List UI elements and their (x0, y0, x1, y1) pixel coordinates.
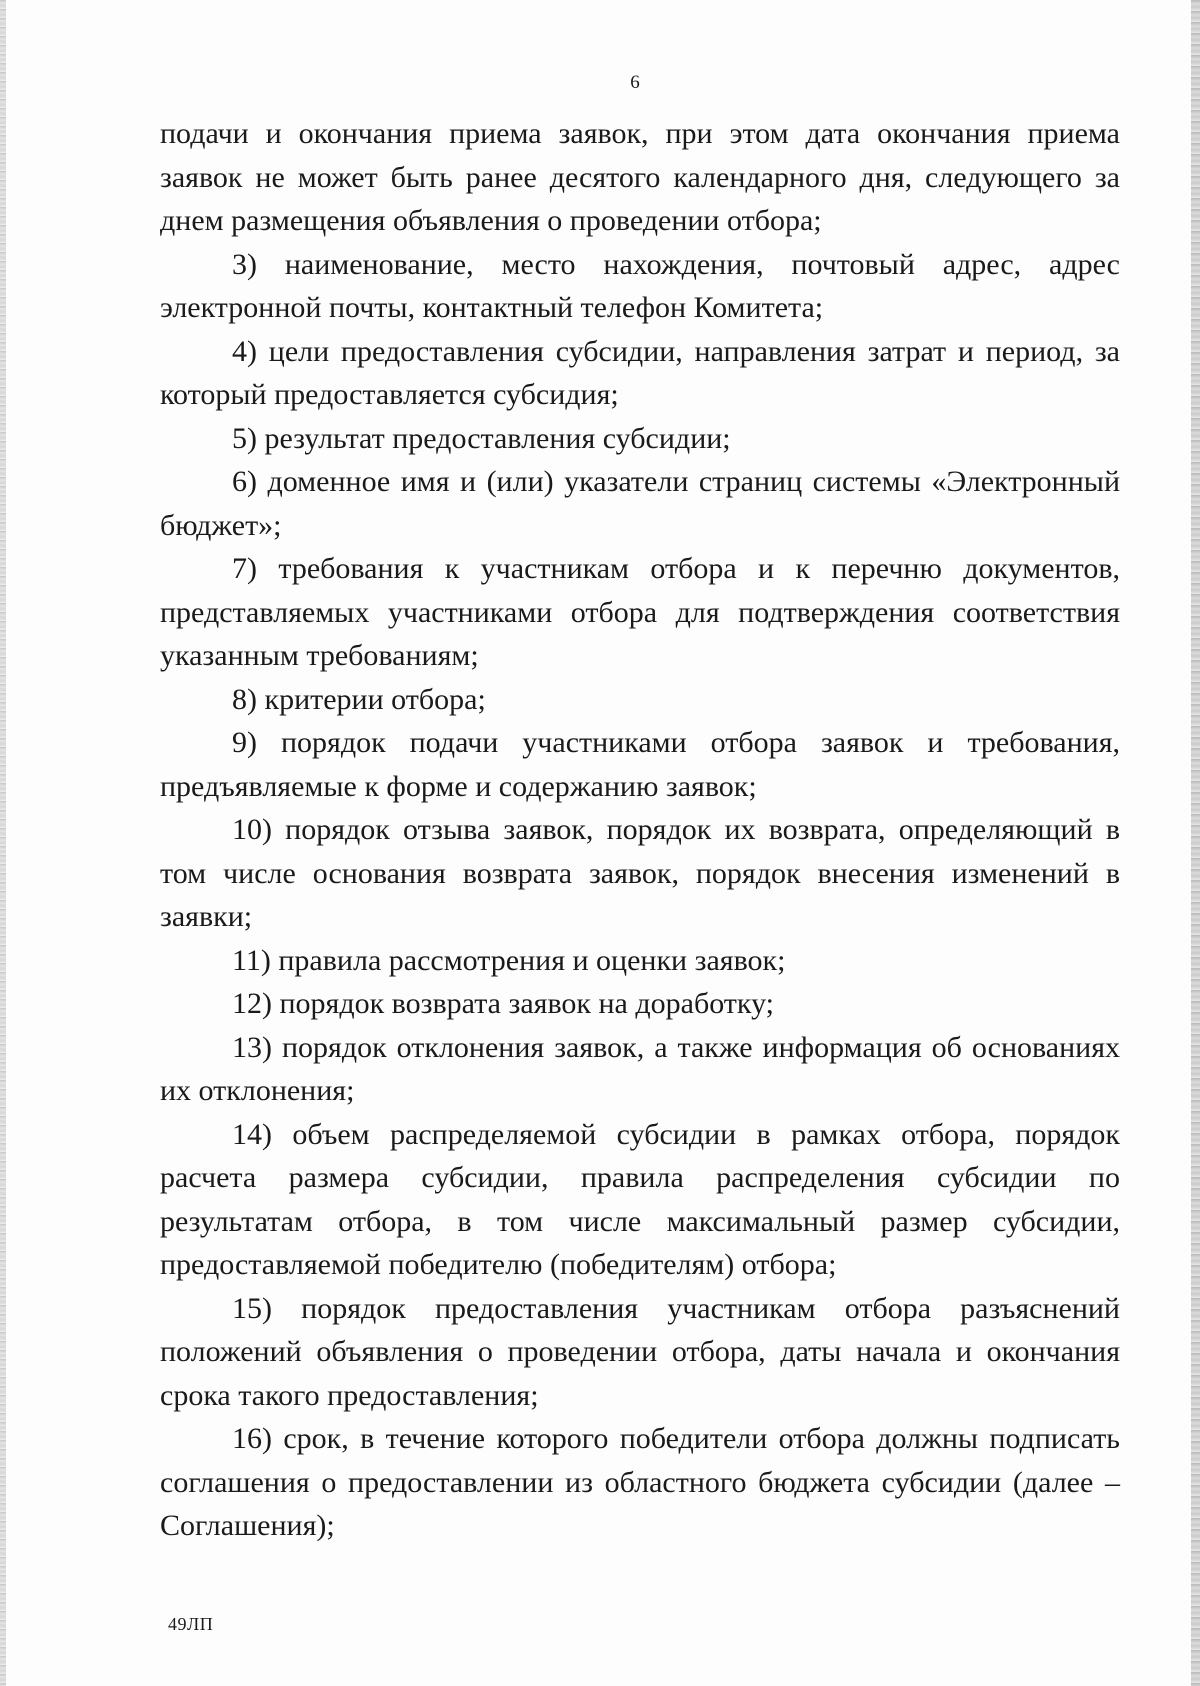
scan-right-edge (1191, 0, 1200, 1686)
list-item-10: 10) порядок отзыва заявок, порядок их возврата, определяющий в том числе основания возврата заявок, порядок внесения изменений в заявки; (160, 813, 1120, 933)
list-item-11: 11) правила рассмотрения и оценки заявок; (232, 943, 786, 977)
list-item-12: 12) порядок возврата заявок на доработку; (232, 987, 775, 1020)
list-item-4: 4) цели предоставления субсидии, направления затрат и период, за который предоставляется субсидия; (160, 334, 1120, 411)
list-item-5: 5) результат предоставления субсидии; (232, 421, 731, 455)
list-item-9: 9) порядок подачи участниками отбора заявок и требования, предъявляемые к форме и содержанию заявок; (160, 726, 1120, 803)
list-item-6: 6) доменное имя и (или) указатели страниц системы «Электронный бюджет»; (160, 465, 1120, 542)
scan-left-edge (0, 0, 6, 1686)
list-item-8: 8) критерии отбора; (232, 682, 486, 716)
list-item-14: 14) объем распределяемой субсидии в рамках отбора, порядок расчета размера субсидии, правила распределения субсидии по результатам отбора, в том числе максимальный размер субсидии, предоставляемой победителю (победителям) отбора; (160, 1117, 1120, 1281)
document-body (160, 112, 1120, 1548)
page-number: 6 (630, 72, 640, 93)
list-item-15: 15) порядок предоставления участникам отбора разъяснений положений объявления о проведении отбора, даты начала и окончания срока такого предоставления; (160, 1291, 1120, 1412)
list-item-13: 13) порядок отклонения заявок, а также информация об основаниях их отклонения; (160, 1030, 1120, 1107)
paragraph: подачи и окончания приема заявок, при этом дата окончания приема заявок не может быть ранее десятого календарного дня, следующего за днем размещения объявления о проведении отбора; (160, 117, 1120, 237)
document-code: 49ЛП (168, 1614, 214, 1634)
list-item-7: 7) требования к участникам отбора и к перечню документов, представляемых участниками отбора для подтверждения соответствия указанным требованиям; (160, 552, 1120, 672)
list-item-16: 16) срок, в течение которого победители отбора должны подписать соглашения о предоставлении из областного бюджета субсидии (далее – Соглашения); (160, 1422, 1120, 1542)
list-item-3: 3) наименование, место нахождения, почтовый адрес, адрес электронной почты, контактный телефон Комитета; (160, 247, 1120, 324)
